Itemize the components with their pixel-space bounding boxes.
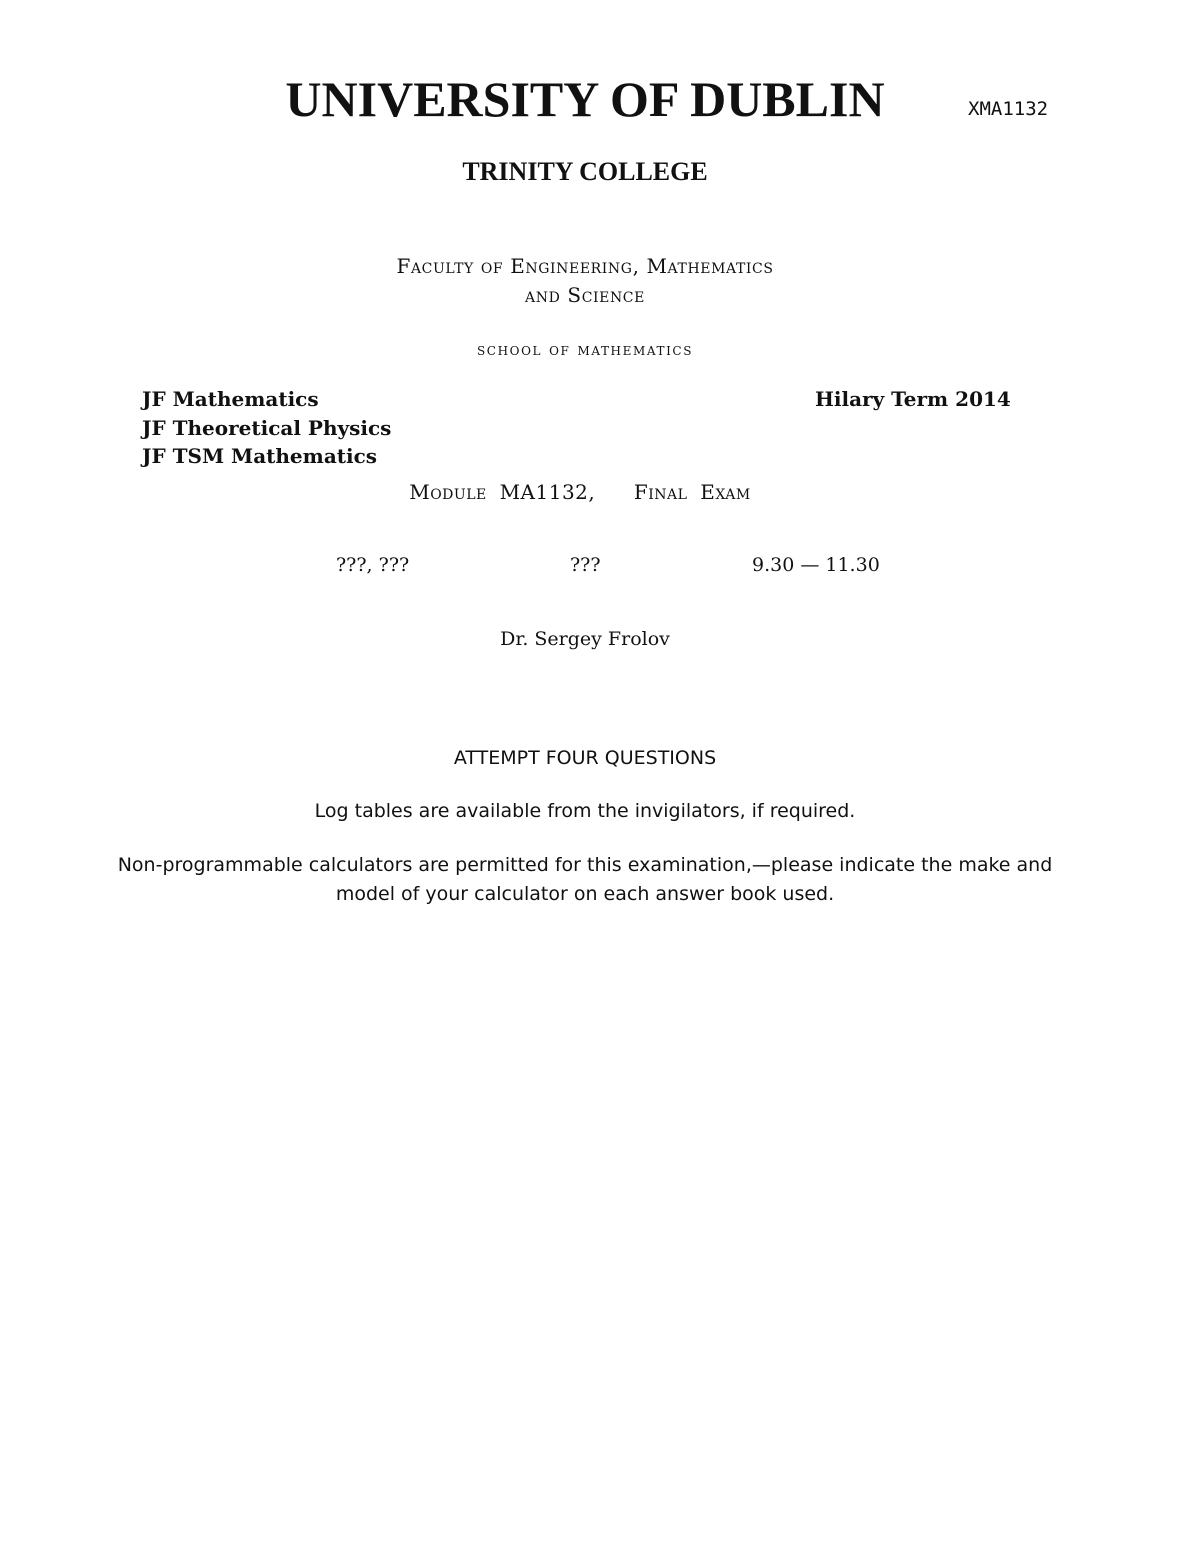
exam-venue: ??? [570, 554, 601, 576]
faculty-line-1: Faculty of Engineering, Mathematics [396, 254, 774, 278]
lecturer-name: Dr. Sergey Frolov [500, 628, 670, 650]
college-title: TRINITY COLLEGE [462, 157, 708, 186]
course-list [142, 385, 391, 471]
course-item: JF Theoretical Physics [142, 415, 392, 440]
log-tables-note: Log tables are available from the invigilators, if required. [314, 800, 856, 822]
attempt-instruction: ATTEMPT FOUR QUESTIONS [453, 747, 717, 769]
calculators-note: Non-programmable calculators are permitted for this examination,—please indicate the make and model of your calculator on each answer book used. [117, 854, 1053, 905]
module-title: Module MA1132, Final Exam [409, 480, 751, 504]
course-item: JF TSM Mathematics [142, 444, 378, 468]
course-item: JF Mathematics [142, 387, 319, 411]
faculty-name [0, 252, 1170, 310]
exam-term: Hilary Term 2014 [815, 387, 1011, 411]
module-code: XMA1132 [968, 98, 1049, 120]
faculty-line-2: and Science [525, 283, 645, 307]
school-name: school of mathematics [476, 340, 694, 360]
university-title: UNIVERSITY OF DUBLIN [285, 71, 885, 127]
exam-date: ???, ??? [336, 554, 410, 576]
exam-time: 9.30 — 11.30 [752, 554, 880, 576]
